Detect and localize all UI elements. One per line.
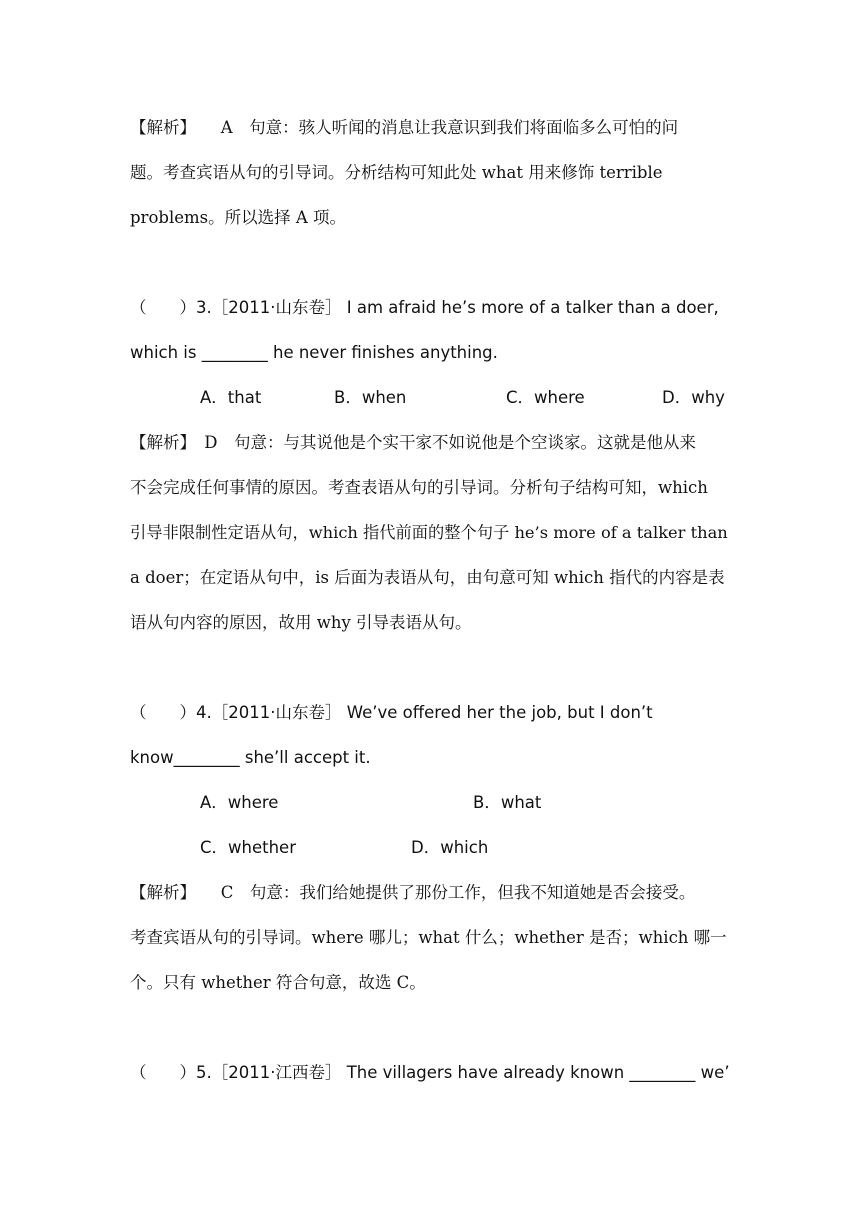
q3-analysis-line-5: 语从句内容的原因，故用 why 引导表语从句。 — [130, 613, 472, 632]
q3-stem-line-2: which is ________ he never finishes anything. — [130, 343, 498, 362]
q5-stem-line-1: （ ）5.［2011·江西卷］ The villagers have already known ________ we’ — [130, 1063, 730, 1082]
q4-option-b: B．what — [473, 793, 542, 812]
q3-analysis-line-2: 不会完成任何事情的原因。考查表语从句的引导词。分析句子结构可知，which — [130, 478, 708, 497]
q4-analysis-line-3: 个。只有 whether 符合句意，故选 C。 — [130, 973, 426, 992]
q3-analysis-line-3: 引导非限制性定语从句，which 指代前面的整个句子 he’s more of a talker than — [130, 523, 728, 542]
q4-analysis-line-1: 【解析】 C 句意：我们给她提供了那份工作，但我不知道她是否会接受。 — [130, 883, 696, 902]
q3-option-c: C．where — [506, 388, 585, 407]
q4-option-d: D．which — [411, 838, 489, 857]
q2-analysis-line-1: 【解析】 A 句意：骇人听闻的消息让我意识到我们将面临多么可怕的问 — [130, 118, 679, 137]
q4-option-a: A．where — [200, 793, 279, 812]
q4-option-c: C．whether — [200, 838, 296, 857]
q3-option-a: A．that — [200, 388, 262, 407]
q2-analysis-line-2: 题。考查宾语从句的引导词。分析结构可知此处 what 用来修饰 terrible — [130, 163, 663, 182]
q2-analysis-line-3: problems。所以选择 A 项。 — [130, 208, 347, 227]
q3-analysis-line-1: 【解析】 D 句意：与其说他是个实干家不如说他是个空谈家。这就是他从来 — [130, 433, 696, 452]
q3-option-d: D．why — [662, 388, 725, 407]
q4-stem-line-1: （ ）4.［2011·山东卷］ We’ve offered her the job, but I don’t — [130, 703, 653, 722]
q4-analysis-line-2: 考查宾语从句的引导词。where 哪儿；what 什么；whether 是否；which 哪一 — [130, 928, 727, 947]
q4-stem-line-2: know________ she’ll accept it. — [130, 748, 371, 767]
q3-option-b: B．when — [334, 388, 407, 407]
q3-analysis-line-4: a doer；在定语从句中，is 后面为表语从句，由句意可知 which 指代的内容是表 — [130, 568, 725, 587]
q3-stem-line-1: （ ）3.［2011·山东卷］ I am afraid he’s more of a talker than a doer, — [130, 298, 719, 317]
